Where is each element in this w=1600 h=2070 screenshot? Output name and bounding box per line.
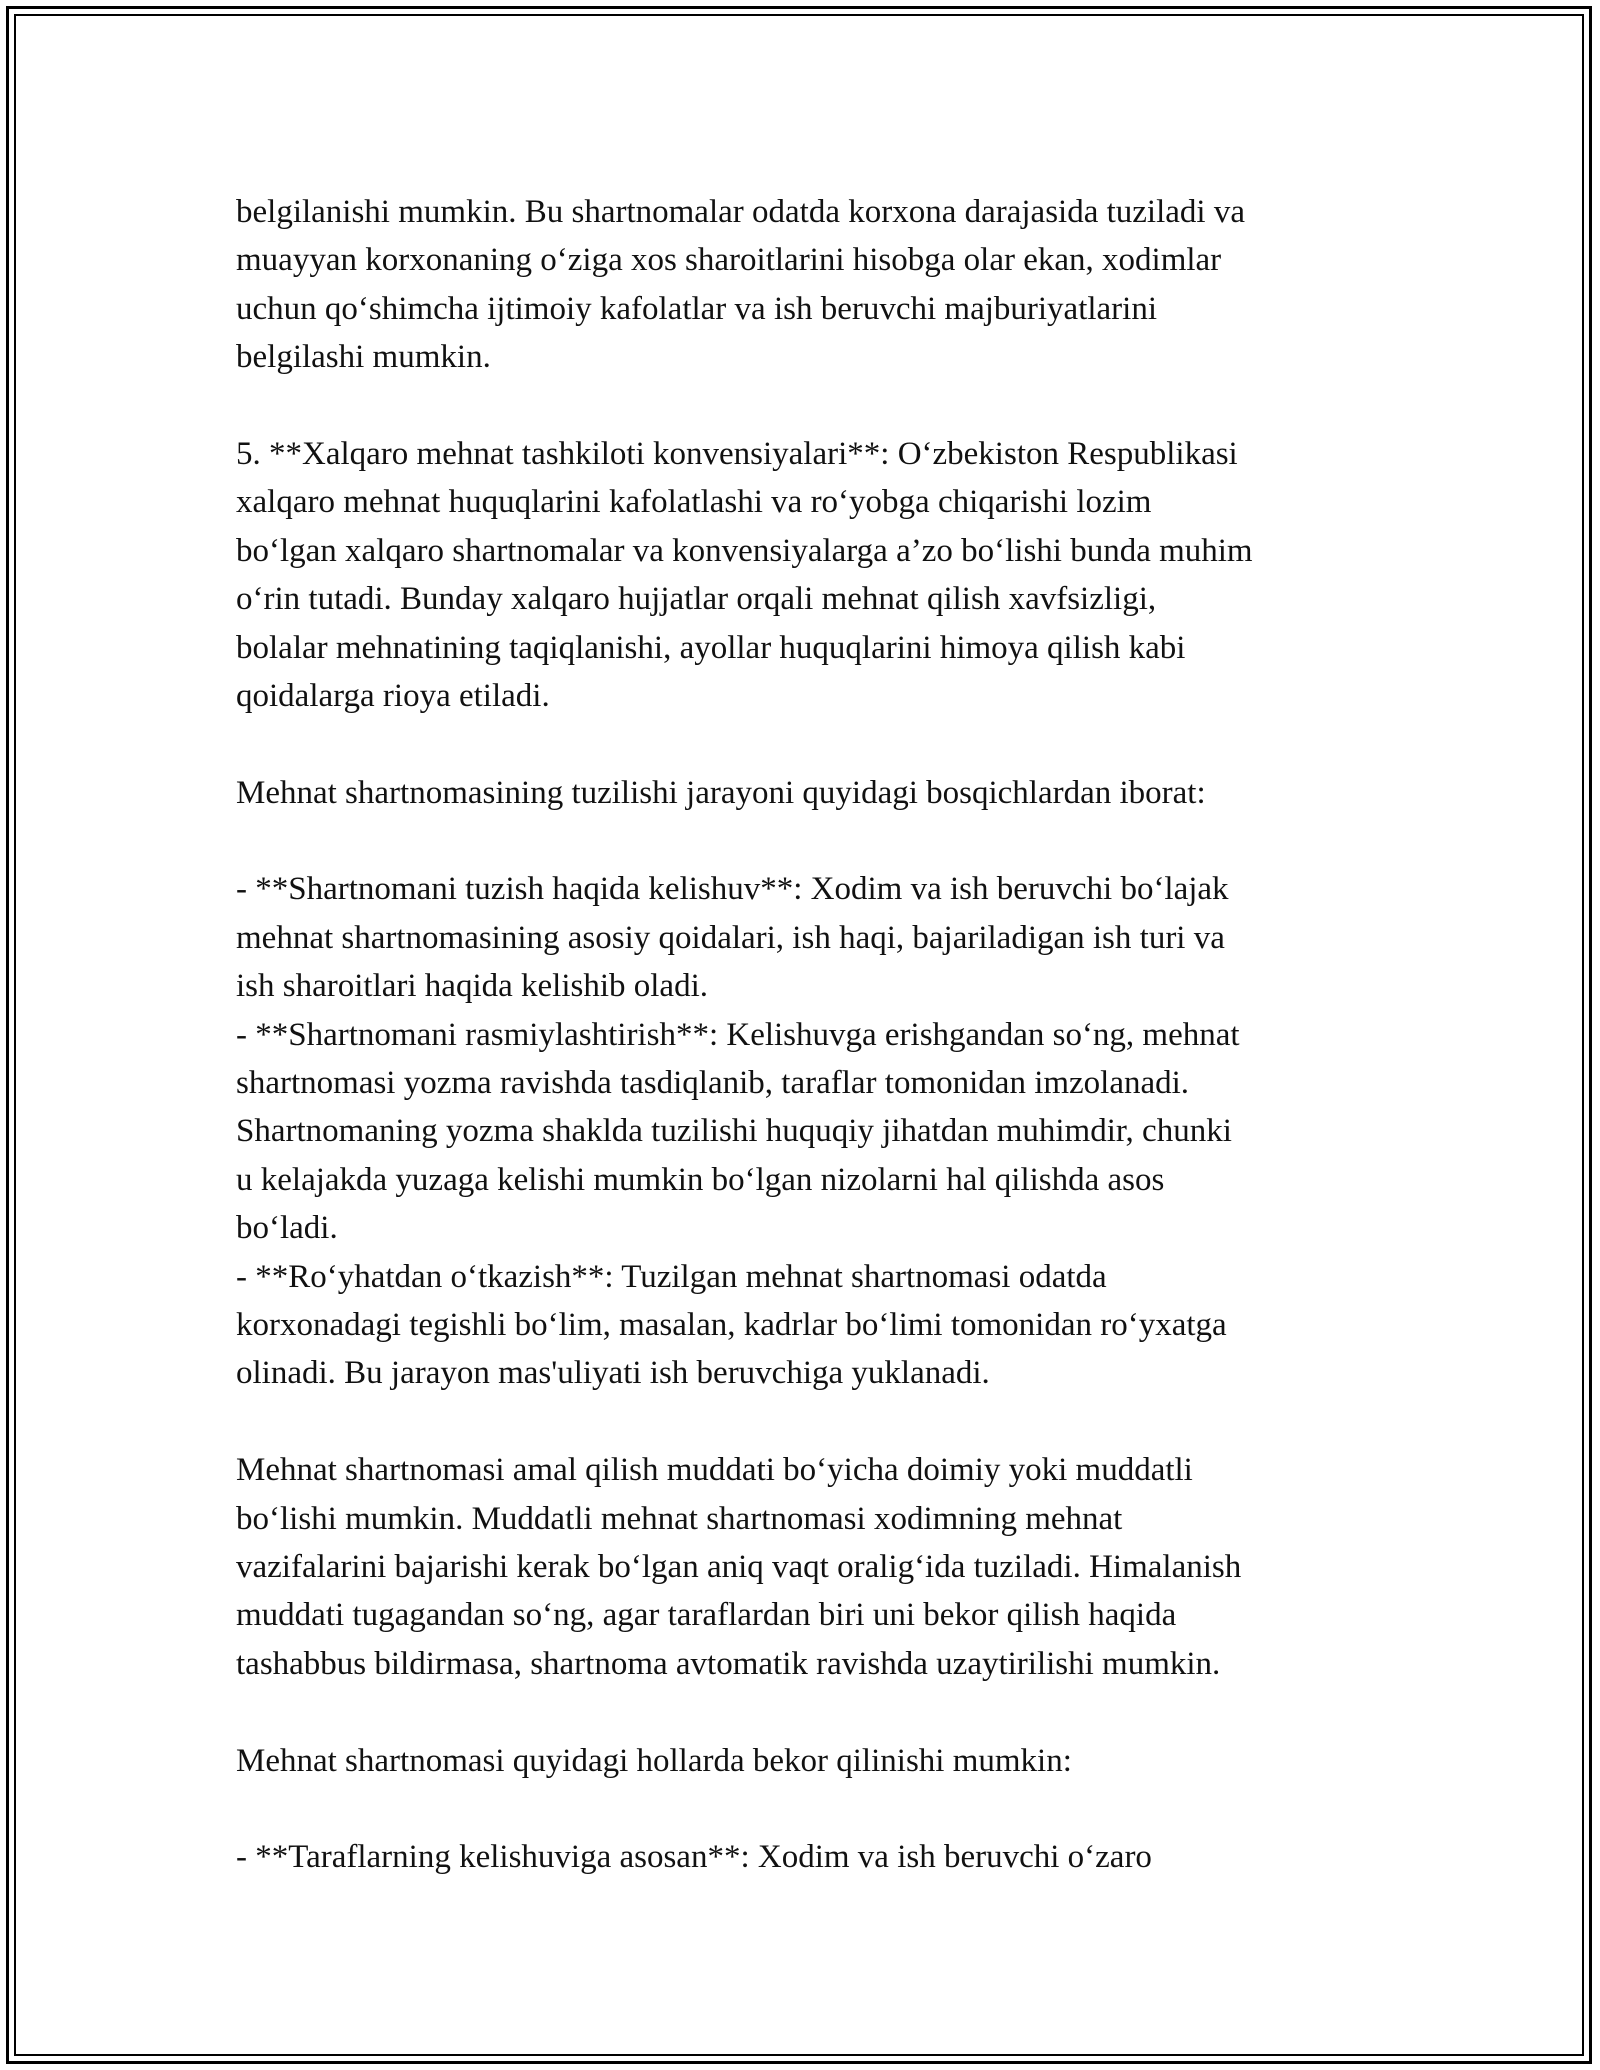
- text-line: Mehnat shartnomasi quyidagi hollarda bekor qilinishi mumkin:: [236, 1742, 1072, 1779]
- paragraph-spacer: [236, 1688, 1396, 1736]
- paragraph-spacer: [236, 817, 1396, 865]
- text-line: belgilanishi mumkin. Bu shartnomalar odatda korxona darajasida tuziladi va: [236, 194, 1245, 230]
- paragraph-stages-intro: [236, 769, 1396, 817]
- list-item-line: korxonadagi tegishli bo‘lim, masalan, kadrlar bo‘limi tomonidan ro‘yxatga: [236, 1306, 1227, 1343]
- text-line: bo‘lgan xalqaro shartnomalar va konvensiyalarga a’zo bo‘lishi bunda muhim: [236, 532, 1253, 569]
- paragraph-spacer: [236, 1398, 1396, 1446]
- list-item-line: u kelajakda yuzaga kelishi mumkin bo‘lgan nizolarni hal qilishda asos: [236, 1161, 1165, 1198]
- list-item-line: bo‘ladi.: [236, 1210, 338, 1247]
- text-line: xalqaro mehnat huquqlarini kafolatlashi va ro‘yobga chiqarishi lozim: [236, 484, 1152, 521]
- text-line: bolalar mehnatining taqiqlanishi, ayollar huquqlarini himoya qilish kabi: [236, 629, 1186, 666]
- text-line: belgilashi mumkin.: [236, 339, 491, 376]
- paragraph-spacer: [236, 720, 1396, 768]
- text-line: muddati tugagandan so‘ng, agar taraflardan biri uni bekor qilish haqida: [236, 1597, 1177, 1634]
- text-line: muayyan korxonaning o‘ziga xos sharoitlarini hisobga olar ekan, xodimlar: [236, 242, 1222, 279]
- text-line: 5. **Xalqaro mehnat tashkiloti konvensiyalari**: O‘zbekiston Respublikasi: [236, 435, 1238, 472]
- paragraph-termination-intro: [236, 1737, 1396, 1785]
- paragraph-collective-agreements: [236, 188, 1396, 382]
- text-line: o‘rin tutadi. Bunday xalqaro hujjatlar orqali mehnat qilish xavfsizligi,: [236, 581, 1157, 618]
- list-item-line: - **Ro‘yhatdan o‘tkazish**: Tuzilgan mehnat shartnomasi odatda: [236, 1258, 1107, 1295]
- text-line: qoidalarga rioya etiladi.: [236, 677, 550, 714]
- list-item-line: Shartnomaning yozma shaklda tuzilishi huquqiy jihatdan muhimdir, chunki: [236, 1113, 1232, 1150]
- list-item-line: - **Shartnomani rasmiylashtirish**: Kelishuvga erishgandan so‘ng, mehnat: [236, 1016, 1240, 1053]
- list-item-line: shartnomasi yozma ravishda tasdiqlanib, taraflar tomonidan imzolanadi.: [236, 1065, 1190, 1102]
- document-body: [236, 188, 1396, 1882]
- list-item-line: - **Shartnomani tuzish haqida kelishuv**: Xodim va ish beruvchi bo‘lajak: [236, 871, 1229, 908]
- paragraph-spacer: [236, 1785, 1396, 1833]
- paragraph-ilo-conventions: [236, 430, 1396, 720]
- list-item-line: mehnat shartnomasining asosiy qoidalari, ish haqi, bajariladigan ish turi va: [236, 919, 1225, 956]
- list-item-line: - **Taraflarning kelishuviga asosan**: Xodim va ish beruvchi o‘zaro: [236, 1839, 1152, 1876]
- paragraph-spacer: [236, 382, 1396, 430]
- list-item-line: olinadi. Bu jarayon mas'uliyati ish beruvchiga yuklanadi.: [236, 1355, 990, 1392]
- text-line: tashabbus bildirmasa, shartnoma avtomatik ravishda uzaytirilishi mumkin.: [236, 1645, 1221, 1682]
- list-termination-cases: [236, 1833, 1396, 1881]
- text-line: Mehnat shartnomasining tuzilishi jarayoni quyidagi bosqichlardan iborat:: [236, 774, 1206, 811]
- list-contract-stages: [236, 865, 1396, 1397]
- paragraph-contract-duration: [236, 1446, 1396, 1688]
- list-item-line: ish sharoitlari haqida kelishib oladi.: [236, 968, 708, 1005]
- text-line: vazifalarini bajarishi kerak bo‘lgan aniq vaqt oralig‘ida tuziladi. Himalanish: [236, 1548, 1242, 1585]
- text-line: Mehnat shartnomasi amal qilish muddati bo‘yicha doimiy yoki muddatli: [236, 1452, 1193, 1489]
- text-line: bo‘lishi mumkin. Muddatli mehnat shartnomasi xodimning mehnat: [236, 1500, 1123, 1537]
- text-line: uchun qo‘shimcha ijtimoiy kafolatlar va ish beruvchi majburiyatlarini: [236, 290, 1158, 327]
